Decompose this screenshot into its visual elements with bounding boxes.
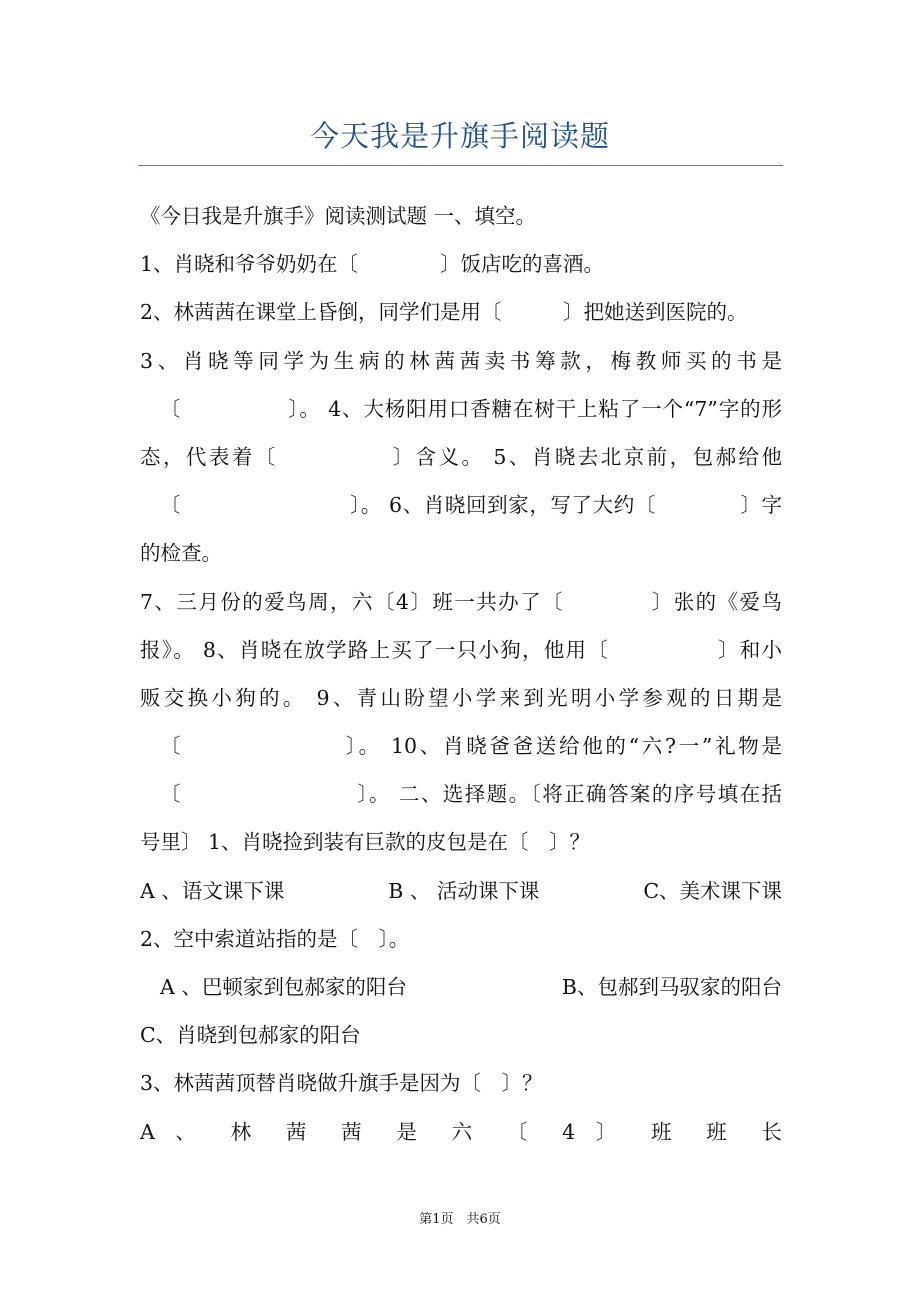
question-line: 〔 〕。 4、大杨阳用口香糖在树干上粘了一个“7”字的形	[160, 396, 782, 421]
question-line: 报》。 8、肖晓在放学路上买了一只小狗，他用〔 〕和小	[140, 637, 782, 662]
q1-option-c: C、美术课下课	[643, 878, 782, 903]
question-line: 贩交换小狗的。 9、青山盼望小学来到光明小学参观的日期是	[140, 685, 782, 710]
q1-option-a: A 、语文课下课	[140, 878, 285, 903]
q2-option-c: C、肖晓到包郝家的阳台	[140, 1023, 361, 1048]
question-line: 号里〕 1、肖晓捡到装有巨款的皮包是在〔 〕？	[140, 830, 591, 855]
question-line: 1、肖晓和爷爷奶奶在〔 〕饭店吃的喜酒。	[140, 252, 605, 277]
q2-option-a: A 、巴顿家到包郝家的阳台	[160, 975, 407, 999]
question-line: 2、林茜茜在课堂上昏倒，同学们是用〔 〕把她送到医院的。	[140, 300, 748, 325]
question-line: 态，代表着〔 〕含义。 5、肖晓去北京前，包郝给他	[140, 444, 782, 469]
section-heading-multiple-choice: 〔 〕。 二、选择题。〔将正确答案的序号填在括	[160, 782, 782, 807]
section-heading-fill-blank: 《今日我是升旗手》阅读测试题 一、填空。	[140, 204, 537, 228]
q2-stem: 2、空中索道站指的是〔 〕。	[140, 926, 410, 951]
q2-options	[140, 963, 782, 1011]
page-footer: 第1页 共6页	[419, 1212, 501, 1227]
q1-option-b: B 、 活动课下课	[388, 878, 540, 903]
question-line: 的检查。	[140, 541, 222, 566]
question-line: 3、肖晓等同学为生病的林茜茜卖书筹款，梅教师买的书是	[140, 348, 782, 373]
q3-option-a: A 、 林 茜 茜 是 六 〔 4 〕 班 班 长	[140, 1119, 782, 1144]
title-divider	[138, 165, 783, 166]
page-title: 今天我是升旗手阅读题	[309, 119, 610, 153]
q1-options	[140, 867, 782, 915]
question-line: 〔 〕。 6、肖晓回到家，写了大约〔 〕字	[160, 493, 782, 518]
document-body	[140, 192, 782, 1156]
q3-stem: 3、林茜茜顶替肖晓做升旗手是因为〔 〕？	[140, 1071, 543, 1096]
question-line: 7、三月份的爱鸟周，六〔4〕班一共办了〔 〕张的《爱鸟	[140, 589, 782, 614]
question-line: 〔 〕。 10、肖晓爸爸送给他的“六?一”礼物是	[160, 734, 782, 759]
q2-option-b: B、包郝到马驭家的阳台	[561, 975, 782, 999]
